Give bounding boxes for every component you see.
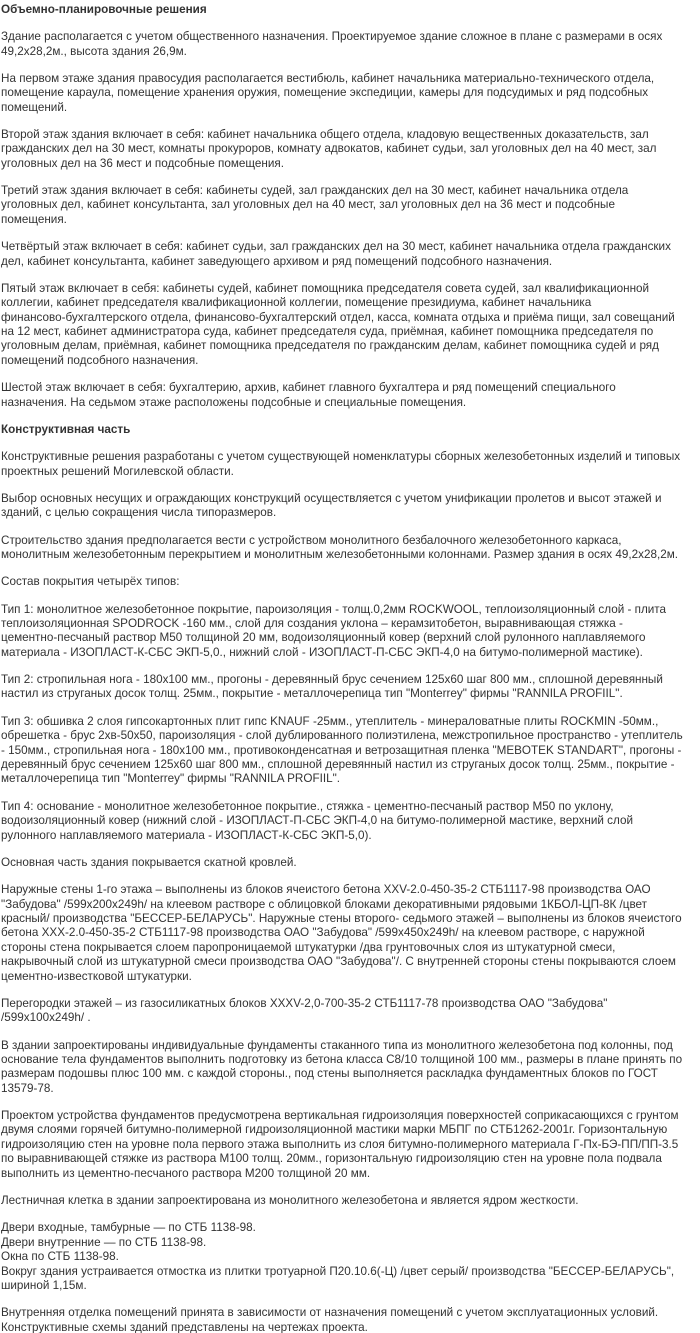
paragraph bbox=[1, 856, 700, 870]
text-line: "Забудова" /599х200х249h/ на клеевом растворе с облицовкой блоками декоративными рядовыми 1КБОЛ-ЦП-8К /цвет bbox=[1, 897, 648, 911]
text-line: Пятый этаж включает в себя: кабинеты судей, кабинет помощника председателя совета судей, зал квалификационной bbox=[1, 281, 650, 295]
text-line: настил из струганых досок толщ. 25мм., покрытие - металлочерепица тип "Monterrey" фирмы "RANNILA PROFIIL". bbox=[1, 687, 623, 701]
text-line: Тип 1: монолитное железобетонное покрытие, пароизоляция - толщ.0,2мм ROCKWOOL, теплоизоляционный слой - плита bbox=[1, 602, 667, 616]
text-line: Третий этаж здания включает в себя: кабинеты судей, зал гражданских дел на 30 мест, кабинет начальника отдела bbox=[1, 184, 629, 198]
text-line: теплоизоляционная SPODROCK -160 мм., слой для создания уклона – керамзитобетон, выравнивающая стяжка - bbox=[1, 616, 623, 630]
paragraph bbox=[1, 1109, 700, 1181]
text-line: выполнить из цементно-песчаного раствора М200 толщиной 20 мм. bbox=[1, 1166, 371, 1180]
paragraph bbox=[1, 534, 700, 563]
paragraph bbox=[1, 673, 700, 702]
text-line: назначения. На седьмом этаже расположены подсобные и специальные помещения. bbox=[1, 395, 467, 409]
text-line: бетона XXX-2.0-450-35-2 СТБ1117-98 производства ОАО "Забудова" /599х450х249h/ на клеевом растворе, с наружной bbox=[1, 926, 645, 940]
text-line: красный/ производства "БЕССЕР-БЕЛАРУСЬ". Наружные стены второго- седьмого этажей – выполнены из блоков ячеистого bbox=[1, 911, 682, 925]
paragraph bbox=[1, 1306, 700, 1333]
paragraph bbox=[1, 800, 700, 843]
text-line: Лестничная клетка в здании запроектирована из монолитного железобетона и является ядром жесткости. bbox=[1, 1193, 579, 1207]
text-line: обрешетка - брус 2хв-50х50, пароизоляция - слой дублированного полиэтилена, межстропильное пространство - утеплитель bbox=[1, 729, 683, 743]
text-line: Тип 4: основание - монолитное железобетонное покрытие., стяжка - цементно-песчаный раствор М50 по уклону, bbox=[1, 799, 614, 813]
text-line: Проектом устройства фундаментов предусмотрена вертикальная гидроизоляция поверхностей соприкасающихся с грунтом bbox=[1, 1109, 679, 1123]
text-line: деревянный брус сечением 125х60 шаг 800 мм., сплошной деревянный настил из струганых досок толщ. 25мм., покрытие - bbox=[1, 758, 675, 771]
paragraph bbox=[1, 997, 700, 1026]
paragraph bbox=[1, 1221, 700, 1293]
paragraph bbox=[1, 282, 700, 368]
text-line: монолитным железобетонным перекрытием и монолитным железобетонными колоннами. Размер здания в осях 49,2х28,2м. bbox=[1, 547, 679, 561]
text-line: 49,2х28,2м., высота здания 26,9м. bbox=[1, 44, 187, 58]
text-line: дел, кабинет консультанта, кабинет заведующего архивом и ряд помещений подсобного назначения. bbox=[1, 254, 553, 268]
paragraph bbox=[1, 715, 700, 787]
text-line: гражданских дел на 30 мест, комнаты прокуроров, комнату адвокатов, кабинет судьи, зал уголовных дел на 40 мест, зал bbox=[1, 142, 657, 156]
text-line: основание тела фундаментов выполнить подготовку из бетона класса С8/10 толщиной 100 мм., размеры в плане принять по bbox=[1, 1052, 683, 1066]
text-line: водоизоляционный ковер (нижний слой - ИЗОПЛАСТ-П-СБС ЭКП-4,0 на битумо-полимерной мастике, верхний слой bbox=[1, 814, 633, 828]
text-line: Выбор основных несущих и ограждающих конструкций осуществляется с учетом унификации пролетов и высот этажей и bbox=[1, 491, 662, 505]
paragraph bbox=[1, 883, 700, 984]
text-line: цементно-песчаный раствор М50 толщиной 20 мм, водоизоляционный ковер (верхний слой рулонного наплавляемого bbox=[1, 631, 646, 645]
text-line: цементно-известковой штукатурки. bbox=[1, 969, 192, 983]
text-line: Четвёртый этаж включает в себя: кабинет судьи, зал гражданских дел на 30 мест, кабинет начальника отдела гражданских bbox=[1, 240, 671, 254]
paragraph bbox=[1, 72, 700, 115]
text-line: на 12 мест, кабинет администратора суда, кабинет председателя суда, приёмная, кабинет помощника председателя по bbox=[1, 325, 654, 339]
text-line: проектных решений Могилевской области. bbox=[1, 464, 234, 478]
text-line: помещений подсобного назначения. bbox=[1, 353, 199, 367]
text-line: по выравнивающей стяжке из раствора М100 толщ. 20мм., горизонтальную гидроизоляцию стен на уровне пола подвала bbox=[1, 1152, 662, 1166]
text-line: Строительство здания предполагается вести с устройством монолитного безбалочного железобетонного каркаса, bbox=[1, 533, 622, 547]
text-line: Тип 3: обшивка 2 слоя гипсокартонных плит гипс KNAUF -25мм., утеплитель - минераловатные плиты ROCKMIN -50мм., bbox=[1, 714, 659, 728]
paragraph bbox=[1, 450, 700, 479]
text-line: Здание располагается с учетом общественного назначения. Проектируемое здание сложное в плане с размерами в осях bbox=[1, 30, 663, 44]
paragraph bbox=[1, 128, 700, 171]
text-line: шириной 1,15м. bbox=[1, 1278, 87, 1292]
text-line: Состав покрытия четырёх типов: bbox=[1, 575, 180, 589]
text-line: Основная часть здания покрывается скатной кровлей. bbox=[1, 855, 297, 869]
paragraph bbox=[1, 1194, 700, 1208]
text-line: помещения. bbox=[1, 212, 67, 226]
text-line: Вокруг здания устраивается отмостка из плитки тротуарной П20.10.6(-Ц) /цвет серый/ производства "БЕССЕР-БЕЛАРУСЬ", bbox=[1, 1264, 675, 1278]
text-line: Окна по СТБ 1138-98. bbox=[1, 1250, 119, 1264]
text-line: Наружные стены 1-го этажа – выполнены из блоков ячеистого бетона XXV-2.0-450-35-2 СТБ1117-98 производства ОАО bbox=[1, 883, 651, 897]
paragraph bbox=[1, 240, 700, 269]
text-line: Двери внутренние — по СТБ 1138-98. bbox=[1, 1235, 207, 1249]
text-line: Тип 2: стропильная нога - 180х100 мм., прогоны - деревянный брус сечением 125х60 шаг 800 мм., сплошной деревянный bbox=[1, 673, 663, 687]
paragraph bbox=[1, 492, 700, 521]
section-heading: Объемно-планировочные решения bbox=[1, 2, 207, 16]
paragraph bbox=[1, 1039, 700, 1097]
text-line: Шестой этаж включает в себя: бухгалтерию, архив, кабинет главного бухгалтера и ряд помещений специального bbox=[1, 381, 616, 395]
text-line: уголовным делам, приёмная, кабинет помощника председателя по гражданским делам, кабинет помощника судей и ряд bbox=[1, 339, 659, 353]
text-line: коллегии, кабинет председателя квалификационной коллегии, помещение президиума, кабинет начальника bbox=[1, 296, 592, 310]
text-line: гидроизоляцию стен на уровне пола первого этажа выполнить из слоя битумно-полимерного материала Г-Пх-БЭ-ПП/ПП-3.5 bbox=[1, 1137, 679, 1151]
text-line: помещений. bbox=[1, 100, 68, 114]
text-line: Перегородки этажей – из газосиликатных блоков XXXV-2,0-700-35-2 СТБ1117-78 производства ОАО "Забудова" bbox=[1, 996, 608, 1010]
text-line: финансово-бухгалтерского отдела, финансово-бухгалтерский отдел, касса, комната отдыха и приёма пищи, зал совещаний bbox=[1, 310, 675, 324]
text-line: - 150мм., стропильная нога - 180х100 мм., противоконденсатная и ветрозащитная пленка "MEBOTEK STANDART", прогоны - bbox=[1, 743, 682, 757]
paragraph bbox=[1, 603, 700, 661]
text-line: материала - ИЗОПЛАСТ-К-СБС ЭКП-5,0., нижний слой - ИЗОПЛАСТ-П-СБС ЭКП-4,0 на битумо-полимерной мастике). bbox=[1, 645, 643, 659]
text-line: В здании запроектированы индивидуальные фундаменты стаканного типа из монолитного железобетона под колонны, под bbox=[1, 1038, 673, 1052]
text-line: размерам подошвы плюс 100 мм. с каждой стороны., под стены выполняется раскладка фундаментных блоков по ГОСТ bbox=[1, 1067, 658, 1081]
text-line: помещение караула, помещение хранения оружия, помещение экспедиции, камеры для подсудимых и ряд подсобных bbox=[1, 86, 649, 100]
text-line: Конструктивные решения разработаны с учетом существующей номенклатуры сборных железобетонных изделий и типовых bbox=[1, 450, 681, 464]
text-line: стороны стена покрывается слоем паропроницаемой штукатурки /два грунтовочных слоя из штукатурной смеси, bbox=[1, 940, 616, 954]
text-line: рулонного наплавляемого материала - ИЗОПЛАСТ-К-СБС ЭКП-5,0). bbox=[1, 828, 372, 842]
section-heading: Конструктивная часть bbox=[1, 422, 131, 436]
paragraph bbox=[1, 575, 700, 589]
text-line: уголовных дел, кабинет консультанта, зал уголовных дел на 40 мест, зал уголовных дел на 36 мест и подсобные bbox=[1, 198, 615, 212]
text-line: зданий, с целью сокращения числа типоразмеров. bbox=[1, 506, 277, 520]
paragraph bbox=[1, 184, 700, 227]
text-line: 13579-78. bbox=[1, 1081, 54, 1095]
text-line: /599х100х249h/ . bbox=[1, 1011, 91, 1025]
text-line: металлочерепица тип "Monterrey" фирмы "RANNILA PROFIIL". bbox=[1, 772, 340, 786]
text-line: Конструктивные схемы зданий представлены на чертежах проекта. bbox=[1, 1320, 368, 1333]
text-line: уголовных дел на 36 мест и подсобные помещения. bbox=[1, 156, 284, 170]
text-line: двумя слоями горячей битумно-полимерной гидроизоляционной мастики марки МБПГ по СТБ1262-2001г. Горизонтальную bbox=[1, 1123, 668, 1137]
text-line: Двери входные, тамбурные — по СТБ 1138-98. bbox=[1, 1221, 256, 1235]
paragraph bbox=[1, 30, 700, 59]
paragraph bbox=[1, 381, 700, 410]
text-line: Внутренняя отделка помещений принята в зависимости от назначения помещений с учетом эксплуатационных условий. bbox=[1, 1306, 659, 1320]
text-line: Второй этаж здания включает в себя: кабинет начальника общего отдела, кладовую вещественных доказательств, зал bbox=[1, 127, 649, 141]
text-line: накрывочный слой из штукатурной смеси производства ОАО "Забудова"/. С внутренней стороны стены покрываются слоем bbox=[1, 955, 676, 969]
text-line: На первом этаже здания правосудия располагается вестибюль, кабинет начальника материально-технического отдела, bbox=[1, 71, 655, 85]
